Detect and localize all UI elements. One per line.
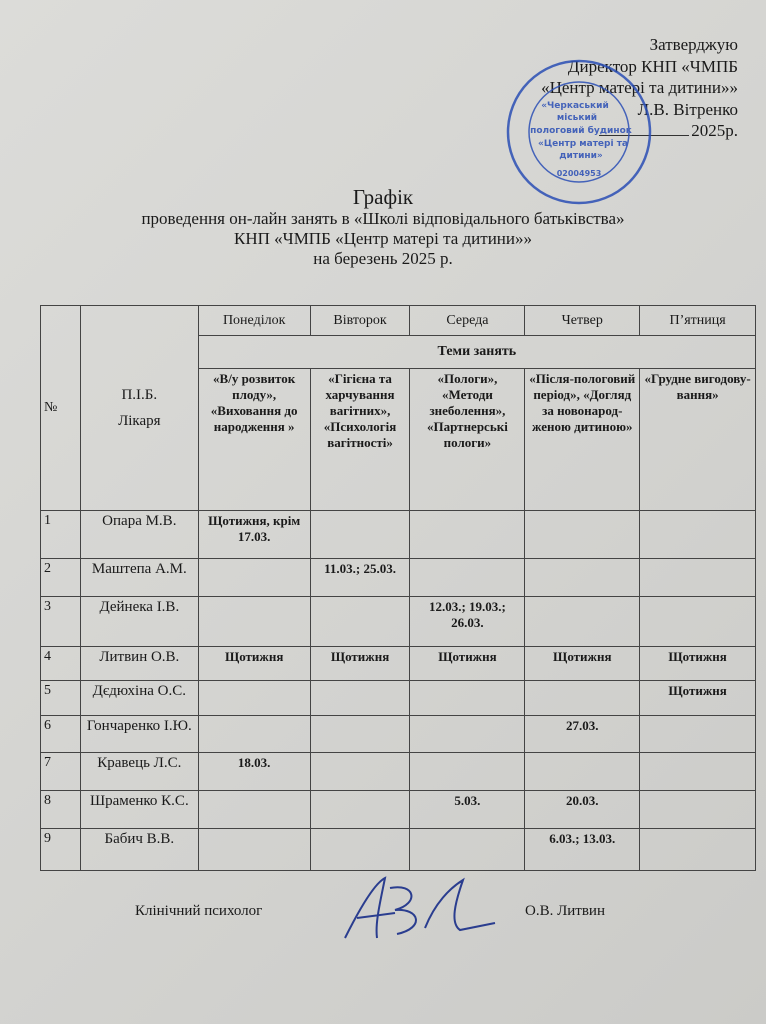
row-doctor: Гончаренко І.Ю. <box>80 716 198 753</box>
topic-cell: «Грудне вигодову-вання» <box>640 369 756 511</box>
approval-line: «Центр матері та дитини»» <box>541 78 738 97</box>
schedule-cell <box>310 829 410 871</box>
svg-text:міський: міський <box>556 113 598 123</box>
schedule-cell <box>640 753 756 791</box>
schedule-cell <box>525 753 640 791</box>
svg-text:«Центр матері та: «Центр матері та <box>538 139 628 149</box>
topic-cell: «В/у розвиток плоду», «Виховання до народження » <box>198 369 310 511</box>
schedule-cell <box>310 753 410 791</box>
svg-text:дитини»: дитини» <box>559 151 603 161</box>
table-row <box>41 753 756 791</box>
footer-position: Клінічний психолог <box>135 903 263 919</box>
table-row <box>41 681 756 716</box>
row-num: 9 <box>41 829 81 871</box>
header-day: Вівторок <box>310 306 410 336</box>
schedule-cell <box>410 829 525 871</box>
title-heading: Графік <box>352 185 414 209</box>
approval-line: Затверджую <box>649 35 738 54</box>
schedule-cell <box>310 597 410 647</box>
schedule-cell: 5.03. <box>410 791 525 829</box>
schedule-cell <box>640 559 756 597</box>
footer-name: О.В. Литвин <box>525 903 605 919</box>
schedule-cell <box>198 791 310 829</box>
schedule-cell: 20.03. <box>525 791 640 829</box>
row-doctor: Бабич В.В. <box>80 829 198 871</box>
header-day: Четвер <box>525 306 640 336</box>
row-doctor: Кравець Л.С. <box>80 753 198 791</box>
table-row <box>41 716 756 753</box>
schedule-cell <box>640 597 756 647</box>
schedule-cell <box>525 597 640 647</box>
schedule-cell: Щотижня <box>310 647 410 681</box>
schedule-cell <box>198 681 310 716</box>
table-row <box>41 791 756 829</box>
schedule-cell <box>198 716 310 753</box>
schedule-table <box>40 305 756 871</box>
schedule-cell <box>310 791 410 829</box>
header-name-2: Лікаря <box>118 413 161 429</box>
row-doctor: Маштепа А.М. <box>80 559 198 597</box>
row-num: 5 <box>41 681 81 716</box>
header-day: Середа <box>410 306 525 336</box>
row-num: 1 <box>41 511 81 559</box>
header-day: Понеділок <box>198 306 310 336</box>
row-doctor: Дєдюхіна О.С. <box>80 681 198 716</box>
row-num: 2 <box>41 559 81 597</box>
schedule-cell <box>198 597 310 647</box>
schedule-cell <box>525 681 640 716</box>
schedule-cell <box>410 753 525 791</box>
topic-cell: «Після-пологовий період», «Догляд за новонарод-женою дитиною» <box>525 369 640 511</box>
row-doctor: Дейнека І.В. <box>80 597 198 647</box>
schedule-cell <box>310 681 410 716</box>
schedule-cell <box>410 681 525 716</box>
schedule-cell <box>198 559 310 597</box>
schedule-cell <box>310 511 410 559</box>
title-line: на березень 2025 р. <box>313 249 453 268</box>
table-row <box>41 597 756 647</box>
schedule-cell <box>640 511 756 559</box>
svg-text:пологовий будинок: пологовий будинок <box>530 126 632 136</box>
row-doctor: Литвин О.В. <box>80 647 198 681</box>
schedule-cell: Щотижня <box>640 681 756 716</box>
approval-date: 2025р. <box>691 121 738 140</box>
schedule-cell <box>525 559 640 597</box>
schedule-cell <box>640 791 756 829</box>
row-doctor: Шраменко К.С. <box>80 791 198 829</box>
topic-cell: «Гігієна та харчування вагітних», «Психологія вагітності» <box>310 369 410 511</box>
table-row <box>41 511 756 559</box>
topics-header: Теми занять <box>198 336 755 369</box>
table-row <box>41 559 756 597</box>
stamp-icon <box>505 58 653 206</box>
row-num: 3 <box>41 597 81 647</box>
signature-icon <box>335 868 505 948</box>
header-name <box>80 306 198 511</box>
title-line: проведення он-лайн занять в «Школі відповідального батьківства» <box>141 209 625 228</box>
approval-line: Директор КНП «ЧМПБ <box>567 56 738 76</box>
schedule-cell: 12.03.; 19.03.; 26.03. <box>410 597 525 647</box>
schedule-cell <box>198 829 310 871</box>
header-day: П’ятниця <box>640 306 756 336</box>
schedule-cell <box>310 716 410 753</box>
row-doctor: Опара М.В. <box>80 511 198 559</box>
row-num: 7 <box>41 753 81 791</box>
row-num: 4 <box>41 647 81 681</box>
schedule-cell <box>410 716 525 753</box>
row-num: 6 <box>41 716 81 753</box>
title-line: КНП «ЧМПБ «Центр матері та дитини»» <box>234 229 532 248</box>
approval-line: Л.В. Вітренко <box>637 99 738 119</box>
schedule-cell <box>640 716 756 753</box>
row-num: 8 <box>41 791 81 829</box>
schedule-cell: Щотижня, крім 17.03. <box>198 511 310 559</box>
schedule-cell: Щотижня <box>410 647 525 681</box>
schedule-cell: 27.03. <box>525 716 640 753</box>
schedule-cell <box>410 511 525 559</box>
header-name-1: П.І.Б. <box>121 387 158 403</box>
schedule-cell: Щотижня <box>640 647 756 681</box>
schedule-cell <box>410 559 525 597</box>
schedule-cell: Щотижня <box>525 647 640 681</box>
svg-text:02004953: 02004953 <box>556 169 602 178</box>
schedule-cell: 18.03. <box>198 753 310 791</box>
schedule-cell: 11.03.; 25.03. <box>310 559 410 597</box>
document-title <box>0 185 766 269</box>
schedule-cell <box>525 511 640 559</box>
topic-cell: «Пологи», «Методи знеболення», «Партнерські пологи» <box>410 369 525 511</box>
svg-text:«Черкаський: «Черкаський <box>541 101 609 111</box>
header-num: № <box>41 306 81 511</box>
schedule-cell: 6.03.; 13.03. <box>525 829 640 871</box>
schedule-cell: Щотижня <box>198 647 310 681</box>
schedule-cell <box>640 829 756 871</box>
table-row <box>41 829 756 871</box>
table-row <box>41 647 756 681</box>
